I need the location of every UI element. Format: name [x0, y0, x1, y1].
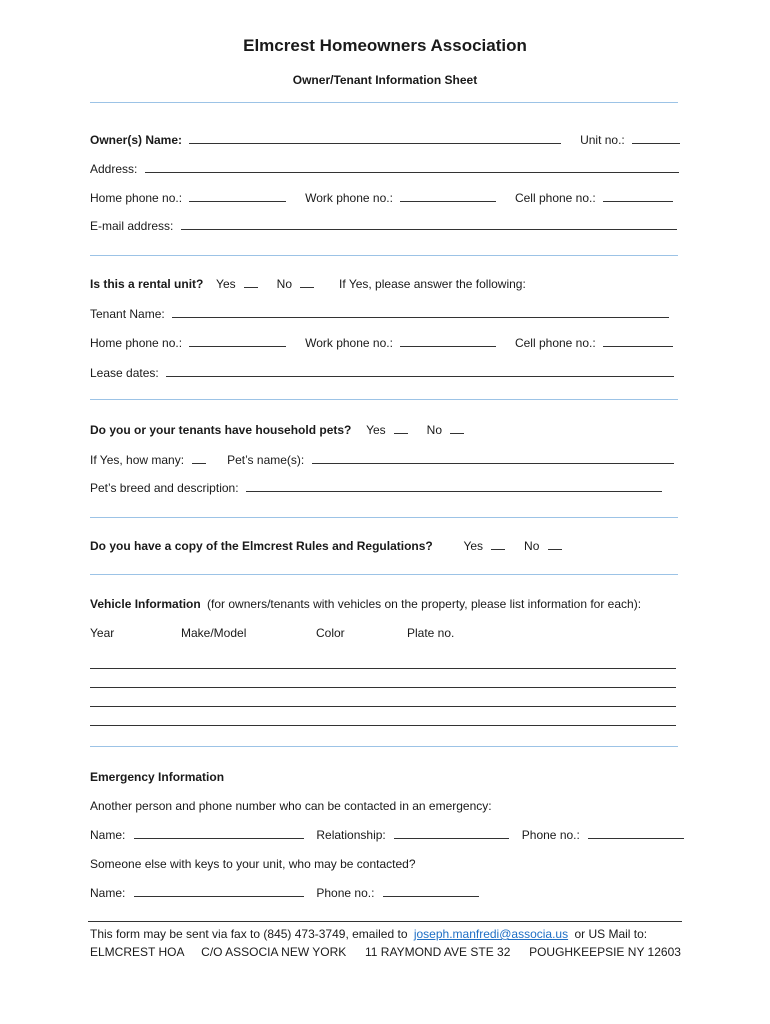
lease-dates-field[interactable] — [166, 365, 674, 377]
owner-name-row — [90, 132, 690, 148]
address-row — [90, 161, 690, 177]
pet-breed-label: Pet’s breed and description: — [90, 481, 239, 495]
rental-no-label: No — [276, 277, 292, 291]
home-phone-field[interactable] — [189, 190, 286, 202]
owner-name-field[interactable] — [189, 132, 561, 144]
footer-email-link[interactable]: joseph.manfredi@associa.us — [413, 927, 569, 941]
email-row — [90, 218, 690, 234]
footer-text-prefix: This form may be sent via fax to (845) 473-3749, emailed to — [90, 927, 408, 941]
footer-addr-street: 11 RAYMOND AVE STE 32 — [365, 945, 511, 959]
pet-names-label: Pet’s name(s): — [227, 453, 305, 467]
lease-dates-row — [90, 365, 690, 381]
pet-count-label: If Yes, how many: — [90, 453, 185, 467]
footer-text-suffix: or US Mail to: — [574, 927, 648, 941]
cell-phone-label: Cell phone no.: — [514, 191, 596, 205]
pets-yes-field[interactable] — [394, 422, 408, 434]
emergency-prompt-row — [90, 798, 690, 814]
vehicle-col-year: Year — [90, 626, 115, 640]
rules-no-field[interactable] — [548, 538, 562, 550]
page-title: Elmcrest Homeowners Association — [243, 36, 527, 55]
tenant-cell-phone-label: Cell phone no.: — [514, 336, 596, 350]
tenant-cell-phone-field[interactable] — [603, 335, 673, 347]
vehicle-heading: Vehicle Information — [90, 597, 201, 611]
vehicle-entry-line-3[interactable] — [90, 694, 676, 707]
vehicle-entry-line-1[interactable] — [90, 656, 676, 669]
emergency-contact-row — [90, 827, 690, 843]
rental-yes-label: Yes — [216, 277, 236, 291]
pet-count-row — [90, 452, 690, 468]
vehicle-heading-row — [90, 596, 690, 612]
pet-breed-field[interactable] — [246, 480, 662, 492]
keyholder-prompt: Someone else with keys to your unit, who may be contacted? — [90, 857, 416, 871]
tenant-work-phone-label: Work phone no.: — [305, 336, 393, 350]
rental-no-field[interactable] — [300, 276, 314, 288]
pets-yes-label: Yes — [366, 423, 386, 437]
emergency-relationship-label: Relationship: — [316, 828, 386, 842]
tenant-home-phone-label: Home phone no.: — [90, 336, 183, 350]
vehicle-col-plate: Plate no. — [407, 626, 455, 640]
home-phone-label: Home phone no.: — [90, 191, 183, 205]
section-divider — [90, 255, 678, 256]
pet-names-field[interactable] — [312, 452, 674, 464]
unit-label: Unit no.: — [580, 133, 625, 147]
emergency-name-label: Name: — [90, 828, 126, 842]
keyholder-name-label: Name: — [90, 886, 126, 900]
pets-no-field[interactable] — [450, 422, 464, 434]
tenant-name-label: Tenant Name: — [90, 307, 165, 321]
pet-count-field[interactable] — [192, 452, 206, 464]
keyholder-phone-field[interactable] — [383, 885, 479, 897]
cell-phone-field[interactable] — [603, 190, 673, 202]
section-divider — [90, 399, 678, 400]
pet-breed-row — [90, 480, 690, 496]
address-label: Address: — [90, 162, 138, 176]
rules-yes-field[interactable] — [491, 538, 505, 550]
emergency-prompt: Another person and phone number who can be contacted in an emergency: — [90, 799, 492, 813]
rules-yes-label: Yes — [463, 539, 484, 553]
rental-question: Is this a rental unit? — [90, 277, 204, 291]
section-divider — [90, 574, 678, 575]
rental-yes-field[interactable] — [244, 276, 258, 288]
owner-phones-row — [90, 190, 690, 206]
vehicle-col-make: Make/Model — [181, 626, 247, 640]
emergency-heading-row — [90, 769, 690, 785]
rental-followup: If Yes, please answer the following: — [339, 277, 526, 291]
footer-line-1 — [90, 926, 690, 942]
tenant-name-row — [90, 306, 690, 322]
pets-question: Do you or your tenants have household pets? — [90, 423, 352, 437]
page-subtitle: Owner/Tenant Information Sheet — [292, 73, 478, 87]
emergency-phone-field[interactable] — [588, 827, 684, 839]
rules-question-row — [90, 538, 690, 554]
work-phone-label: Work phone no.: — [305, 191, 393, 205]
vehicle-col-color: Color — [316, 626, 345, 640]
email-label: E-mail address: — [90, 219, 174, 233]
vehicle-columns-row — [90, 625, 690, 641]
keyholder-contact-row — [90, 885, 690, 901]
pets-no-label: No — [426, 423, 443, 437]
section-divider — [90, 102, 678, 103]
owner-name-label: Owner(s) Name: — [90, 133, 183, 147]
pets-question-row — [90, 422, 690, 438]
tenant-phones-row — [90, 335, 690, 351]
emergency-name-field[interactable] — [134, 827, 304, 839]
rules-question: Do you have a copy of the Elmcrest Rules and Regulations? — [90, 539, 433, 553]
footer-addr-org: ELMCREST HOA — [90, 945, 185, 959]
emergency-relationship-field[interactable] — [394, 827, 509, 839]
footer-divider — [88, 921, 682, 922]
keyholder-name-field[interactable] — [134, 885, 304, 897]
footer-addr-co: C/O ASSOCIA NEW YORK — [201, 945, 347, 959]
email-field[interactable] — [181, 218, 677, 230]
section-divider — [90, 517, 678, 518]
tenant-work-phone-field[interactable] — [400, 335, 496, 347]
rules-no-label: No — [524, 539, 540, 553]
vehicle-entry-line-4[interactable] — [90, 713, 676, 726]
keyholder-prompt-row — [90, 856, 690, 872]
work-phone-field[interactable] — [400, 190, 496, 202]
unit-field[interactable] — [632, 132, 680, 144]
emergency-phone-label: Phone no.: — [521, 828, 580, 842]
tenant-home-phone-field[interactable] — [189, 335, 286, 347]
rental-question-row — [90, 276, 690, 292]
tenant-name-field[interactable] — [172, 306, 669, 318]
lease-dates-label: Lease dates: — [90, 366, 159, 380]
vehicle-note: (for owners/tenants with vehicles on the property, please list information for each): — [207, 597, 642, 611]
footer-line-2 — [90, 944, 690, 960]
address-field[interactable] — [145, 161, 679, 173]
section-divider — [90, 746, 678, 747]
footer-addr-city: POUGHKEEPSIE NY 12603 — [529, 945, 681, 959]
vehicle-entry-line-2[interactable] — [90, 675, 676, 688]
keyholder-phone-label: Phone no.: — [316, 886, 375, 900]
emergency-heading: Emergency Information — [90, 770, 225, 784]
